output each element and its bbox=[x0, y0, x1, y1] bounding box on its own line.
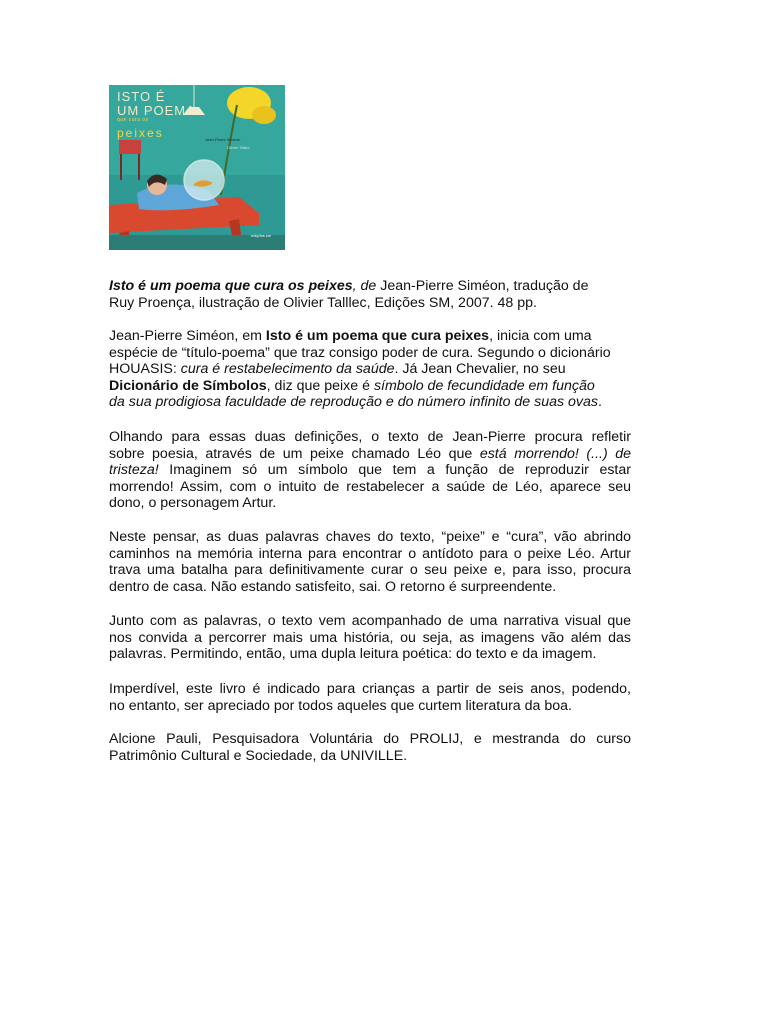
p3-line1: Olhando para essas duas definições, o texto de Jean-Pierre procura refletir bbox=[109, 429, 631, 445]
p3-line3-a: tristeza! bbox=[109, 462, 159, 478]
paragraph-intro bbox=[109, 328, 631, 411]
book-citation bbox=[109, 278, 631, 311]
p5-line1: Junto com as palavras, o texto vem acompanhado de uma narrativa visual que bbox=[109, 613, 631, 629]
p2-line3-b: cura é restabelecimento da saúde bbox=[180, 361, 395, 377]
paragraph-recommendation bbox=[109, 681, 631, 714]
p6-line1: Imperdível, este livro é indicado para crianças a partir de seis anos, podendo, bbox=[109, 681, 631, 697]
p4-line2: caminhos na memória interna para encontrar o antídoto para o peixe Léo. Artur bbox=[109, 545, 631, 562]
p2-dictionary-title: Dicionário de Símbolos bbox=[109, 377, 267, 394]
p2-book-title: Isto é um poema que cura peixes bbox=[265, 328, 490, 344]
cover-title-line3: que cura os bbox=[117, 117, 149, 123]
book-cover-image bbox=[109, 85, 285, 250]
p7-line2: Patrimônio Cultural e Sociedade, da UNIVILLE. bbox=[109, 747, 408, 764]
paragraph-author-signature bbox=[109, 731, 631, 764]
cover-title-line4: peixes bbox=[117, 126, 164, 140]
paragraph-keywords bbox=[109, 529, 631, 595]
p2-line3-a: HOUASIS: bbox=[109, 361, 181, 377]
book-title: Isto é um poema que cura os peixes bbox=[109, 278, 353, 294]
paragraph-definitions bbox=[109, 429, 631, 512]
cover-publisher-logo: edições sm bbox=[251, 233, 272, 238]
p2-line2: espécie de “título-poema” que traz consigo poder de cura. Segundo o dicionário bbox=[109, 344, 611, 361]
p3-line5: dono, o personagem Artur. bbox=[109, 495, 277, 511]
p2-c: , inicia com uma bbox=[489, 328, 592, 344]
p2-line3-c: . Já Jean Chevalier, no seu bbox=[394, 361, 566, 377]
cover-illustrator: Olivier Tallec bbox=[227, 145, 250, 150]
citation-de: , de bbox=[352, 278, 377, 294]
p2-line4-b: , diz que peixe é bbox=[266, 377, 374, 394]
p2-line5-b: . bbox=[598, 394, 602, 410]
paragraph-visual-narrative bbox=[109, 613, 631, 663]
cover-title-line1: ISTO É bbox=[117, 89, 166, 104]
p3-line2-a: sobre poesia, através de um peixe chamado Léo que bbox=[109, 445, 480, 462]
cover-title-line2: UM POEMA bbox=[117, 103, 196, 118]
p2-line5-a: da sua prodigiosa faculdade de reprodução e do número infinito de suas ovas bbox=[109, 394, 599, 410]
p5-line3: palavras. Permitindo, então, uma dupla leitura poética: do texto e da imagem. bbox=[109, 646, 597, 662]
p4-line4: dentro de casa. Não estando satisfeito, sai. O retorno é surpreendente. bbox=[109, 578, 557, 595]
p3-line3-b: Imaginem só um símbolo que tem a função de reproduzir estar bbox=[158, 462, 631, 478]
cover-author: Jean-Pierre Siméon bbox=[205, 137, 241, 142]
p6-line2: no entanto, ser apreciado por todos aqueles que curtem literatura da boa. bbox=[109, 697, 572, 714]
p2-line4-c: símbolo de fecundidade em função bbox=[373, 377, 595, 394]
p4-line1: Neste pensar, as duas palavras chaves do texto, “peixe” e “cura”, vão abrindo bbox=[109, 529, 631, 545]
p5-line2: nos convida a percorrer mais uma história, ou seja, as imagens vão além das bbox=[109, 629, 631, 646]
p3-line4: morrendo! Assim, com o intuito de restabelecer a saúde de Léo, aparece seu bbox=[109, 478, 631, 495]
citation-rest: Jean-Pierre Siméon, tradução de bbox=[376, 278, 589, 294]
citation-line2: Ruy Proença, ilustração de Olivier Talllec, Edições SM, 2007. 48 pp. bbox=[109, 294, 537, 311]
p2-a: Jean-Pierre Siméon, em bbox=[109, 328, 266, 344]
p3-line2-b: está morrendo! (...) de bbox=[479, 445, 632, 462]
p4-line3: trava uma batalha para definitivamente curar o seu peixe e, para isso, procura bbox=[109, 562, 631, 578]
p7-line1: Alcione Pauli, Pesquisadora Voluntária do PROLIJ, e mestranda do curso bbox=[109, 731, 631, 747]
